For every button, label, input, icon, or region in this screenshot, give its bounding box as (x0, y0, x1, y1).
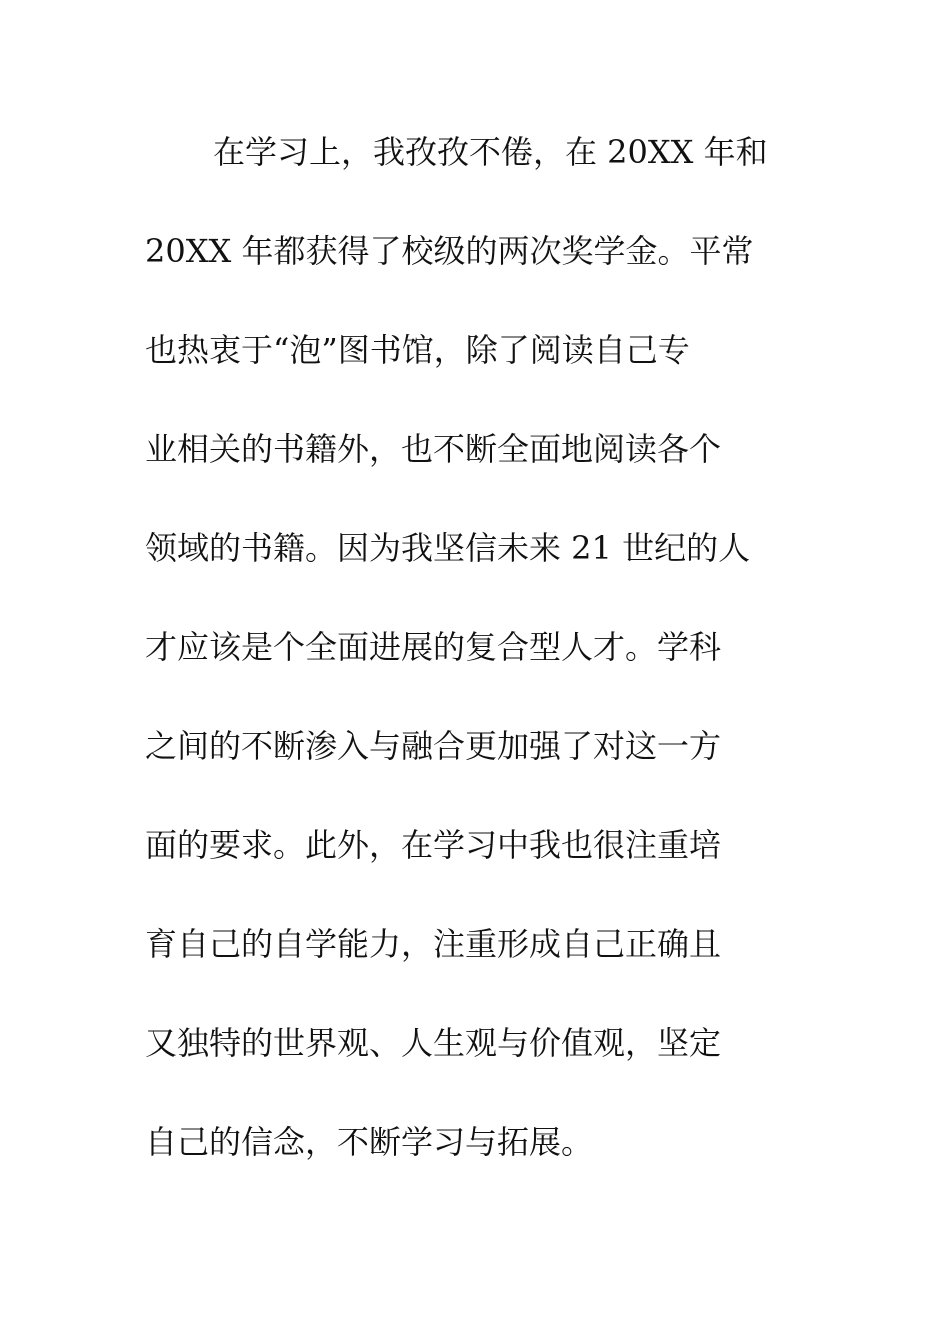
paragraph-line-11: 自己的信念，不断学习与拓展。 (145, 1123, 594, 1161)
paragraph-line-7: 之间的不断渗入与融合更加强了对这一方 (145, 727, 722, 765)
paragraph-line-4: 业相关的书籍外，也不断全面地阅读各个 (145, 430, 722, 468)
paragraph-line-10: 又独特的世界观、人生观与价值观，坚定 (145, 1024, 722, 1062)
body-paragraph (145, 124, 805, 1213)
paragraph-line-9: 育自己的自学能力，注重形成自己正确且 (145, 925, 722, 963)
paragraph-line-1: 在学习上，我孜孜不倦，在 20XX 年和 (213, 133, 768, 171)
paragraph-line-5: 领域的书籍。因为我坚信未来 21 世纪的人 (145, 529, 751, 567)
paragraph-line-3: 也热衷于“泡”图书馆，除了阅读自己专 (145, 331, 690, 369)
paragraph-line-2: 20XX 年都获得了校级的两次奖学金。平常 (145, 232, 754, 270)
paragraph-line-6: 才应该是个全面进展的复合型人才。学科 (145, 628, 722, 666)
paragraph-line-8: 面的要求。此外，在学习中我也很注重培 (145, 826, 722, 864)
